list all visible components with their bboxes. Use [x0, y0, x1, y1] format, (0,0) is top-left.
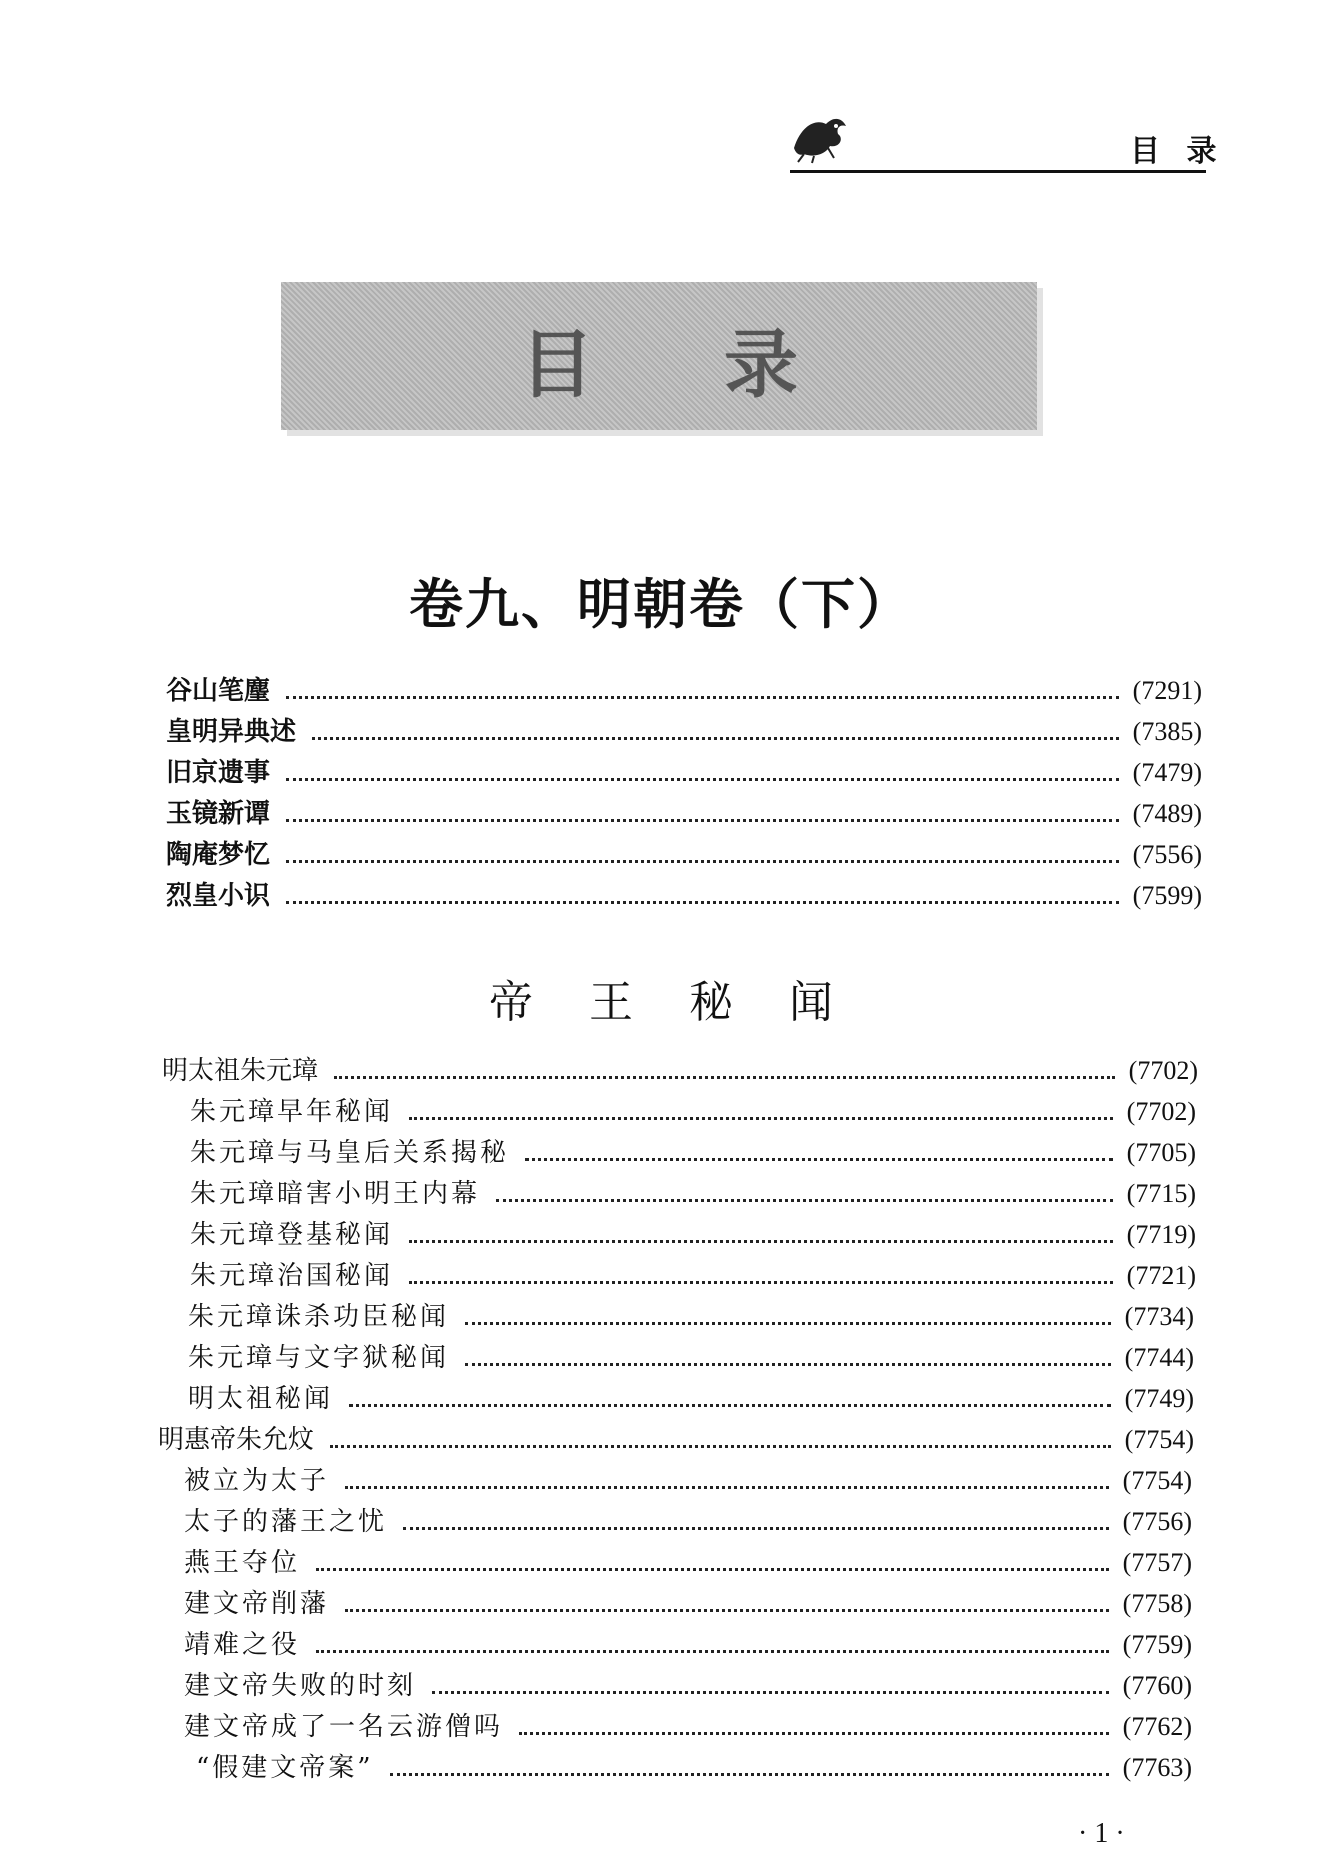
toc-entry-title: 建文帝成了一名云游僧吗 — [184, 1712, 504, 1742]
dot-leader — [286, 696, 1119, 699]
toc-entry[interactable] — [166, 793, 1202, 829]
toc-entry-page: (7734) — [1124, 1302, 1194, 1331]
toc-entry-page: (7599) — [1132, 881, 1202, 910]
dot-leader — [519, 1732, 1109, 1735]
toc-entry-page: (7757) — [1122, 1548, 1192, 1577]
toc-entry-title: 被立为太子 — [184, 1466, 330, 1496]
dot-leader — [409, 1240, 1113, 1243]
toc-entry[interactable] — [166, 670, 1202, 706]
toc-entry[interactable] — [184, 1583, 1192, 1619]
toc-entry[interactable] — [184, 1624, 1192, 1660]
banner-title: 目录 — [520, 322, 928, 408]
toc-entry-page: (7479) — [1132, 758, 1202, 787]
toc-entry[interactable] — [188, 1296, 1194, 1332]
header-rule — [790, 170, 1206, 173]
toc-entry-page: (7762) — [1122, 1712, 1192, 1741]
toc-entry-page: (7702) — [1126, 1097, 1196, 1126]
toc-entry[interactable] — [162, 1050, 1198, 1086]
toc-entry[interactable] — [166, 752, 1202, 788]
dragon-emblem-icon — [790, 108, 850, 164]
dot-leader — [286, 778, 1119, 781]
dot-leader — [345, 1609, 1109, 1612]
dot-leader — [345, 1486, 1109, 1489]
toc-entry[interactable] — [196, 1747, 1192, 1783]
dot-leader — [286, 819, 1119, 822]
section-title: 帝王秘闻 — [489, 977, 889, 1028]
dot-leader — [286, 860, 1119, 863]
toc-entry-title: 旧京遗事 — [166, 758, 271, 788]
dot-leader — [409, 1117, 1113, 1120]
toc-entry-page: (7760) — [1122, 1671, 1192, 1700]
toc-entry[interactable] — [190, 1091, 1196, 1127]
toc-entry-page: (7719) — [1126, 1220, 1196, 1249]
toc-entry-page: (7744) — [1124, 1343, 1194, 1372]
toc-entry[interactable] — [184, 1665, 1192, 1701]
toc-entry-title: 陶庵梦忆 — [166, 840, 271, 870]
toc-entry-title: 靖难之役 — [184, 1630, 301, 1660]
dot-leader — [316, 1568, 1109, 1571]
toc-entry[interactable] — [184, 1460, 1192, 1496]
toc-entry-page: (7749) — [1124, 1384, 1194, 1413]
toc-entry[interactable] — [190, 1132, 1196, 1168]
toc-entry-title: 建文帝失败的时刻 — [184, 1671, 417, 1701]
toc-entry-title: 朱元璋与马皇后关系揭秘 — [190, 1138, 510, 1168]
toc-entry-title: 明太祖秘闻 — [188, 1384, 334, 1414]
dot-leader — [432, 1691, 1109, 1694]
dot-leader — [330, 1445, 1111, 1448]
toc-entry-page: (7556) — [1132, 840, 1202, 869]
toc-entry-page: (7715) — [1126, 1179, 1196, 1208]
toc-entry-title: 朱元璋与文字狱秘闻 — [188, 1343, 450, 1373]
toc-entry-title: 烈皇小识 — [166, 881, 271, 911]
toc-entry-title: 谷山笔麈 — [166, 676, 271, 706]
toc-entry-title: 玉镜新谭 — [166, 799, 271, 829]
toc-entry[interactable] — [184, 1542, 1192, 1578]
toc-entry-title: 朱元璋早年秘闻 — [190, 1097, 394, 1127]
running-header-title: 目 录 — [1130, 134, 1225, 169]
toc-entry-title: 皇明异典述 — [166, 717, 297, 747]
toc-entry-page: (7754) — [1124, 1425, 1194, 1454]
toc-entry-page: (7763) — [1122, 1753, 1192, 1782]
toc-entry-title: 明惠帝朱允炆 — [158, 1425, 315, 1455]
toc-entry-title: 朱元璋诛杀功臣秘闻 — [188, 1302, 450, 1332]
toc-entry-title: 明太祖朱元璋 — [162, 1056, 319, 1086]
toc-entry[interactable] — [166, 875, 1202, 911]
toc-entry[interactable] — [190, 1255, 1196, 1291]
toc-entry-page: (7758) — [1122, 1589, 1192, 1618]
toc-entry-page: (7702) — [1128, 1056, 1198, 1085]
dot-leader — [312, 737, 1119, 740]
toc-entry-title: 燕王夺位 — [184, 1548, 301, 1578]
dot-leader — [286, 901, 1119, 904]
volume-title: 卷九、明朝卷（下） — [409, 573, 913, 636]
toc-entry-title: 太子的藩王之忧 — [184, 1507, 388, 1537]
toc-entry-title: 建文帝削藩 — [184, 1589, 330, 1619]
toc-entry-page: (7385) — [1132, 717, 1202, 746]
toc-entry-title: 朱元璋治国秘闻 — [190, 1261, 394, 1291]
toc-entry-page: (7291) — [1132, 676, 1202, 705]
dot-leader — [390, 1773, 1109, 1776]
dot-leader — [316, 1650, 1109, 1653]
toc-entry-page: (7705) — [1126, 1138, 1196, 1167]
toc-entry[interactable] — [184, 1501, 1192, 1537]
toc-entry[interactable] — [190, 1173, 1196, 1209]
dot-leader — [334, 1076, 1115, 1079]
toc-entry[interactable] — [158, 1419, 1194, 1455]
toc-entry[interactable] — [166, 834, 1202, 870]
toc-entry[interactable] — [188, 1378, 1194, 1414]
toc-entry-title: “假建文帝案” — [196, 1753, 374, 1783]
contents-banner — [281, 282, 1037, 430]
dot-leader — [403, 1527, 1109, 1530]
toc-entry[interactable] — [188, 1337, 1194, 1373]
toc-entry-page: (7721) — [1126, 1261, 1196, 1290]
dot-leader — [349, 1404, 1111, 1407]
dot-leader — [496, 1199, 1113, 1202]
toc-entry[interactable] — [190, 1214, 1196, 1250]
dot-leader — [525, 1158, 1113, 1161]
toc-entry-page: (7756) — [1122, 1507, 1192, 1536]
dot-leader — [409, 1281, 1113, 1284]
toc-entry-page: (7489) — [1132, 799, 1202, 828]
toc-entry-page: (7754) — [1122, 1466, 1192, 1495]
page-number: · 1 · — [1078, 1818, 1125, 1849]
toc-entry[interactable] — [166, 711, 1202, 747]
toc-entry[interactable] — [184, 1706, 1192, 1742]
toc-entry-page: (7759) — [1122, 1630, 1192, 1659]
dot-leader — [465, 1363, 1111, 1366]
toc-entry-title: 朱元璋登基秘闻 — [190, 1220, 394, 1250]
dot-leader — [465, 1322, 1111, 1325]
toc-entry-title: 朱元璋暗害小明王内幕 — [190, 1179, 481, 1209]
